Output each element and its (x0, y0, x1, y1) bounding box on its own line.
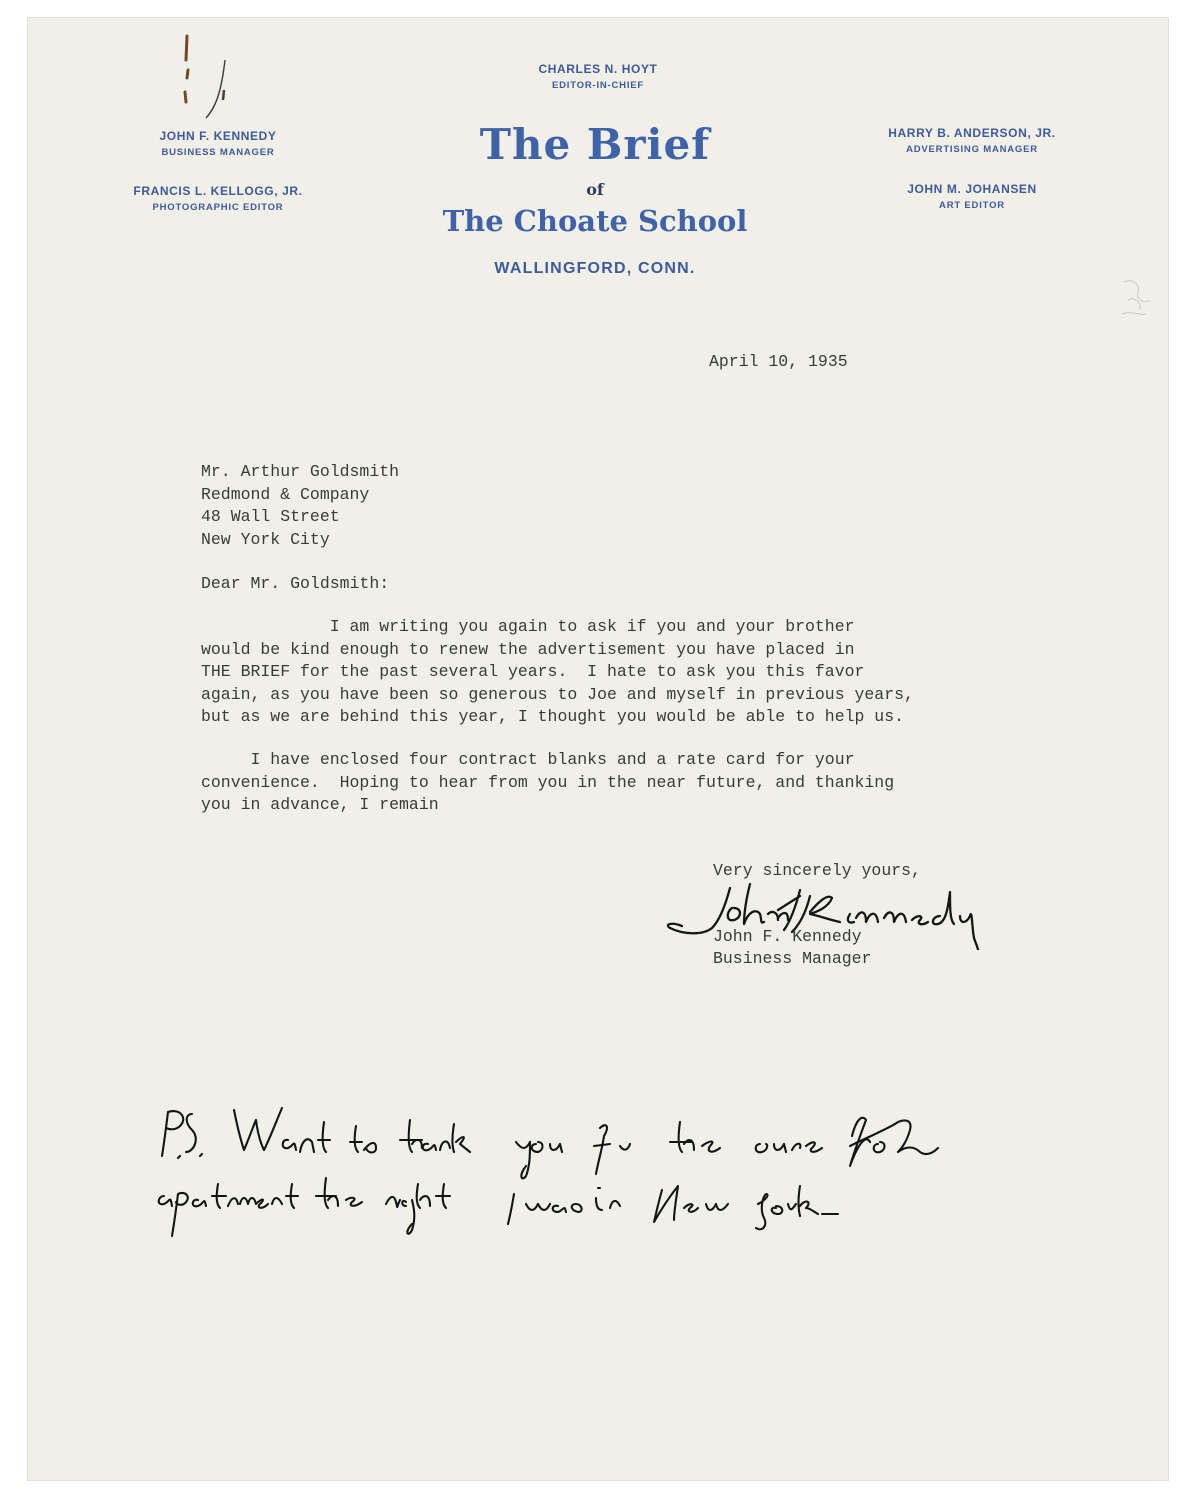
editor-name: CHARLES N. HOYT (538, 62, 658, 76)
editor-role: EDITOR-IN-CHIEF (551, 80, 645, 91)
paper-smudge-mark (1110, 270, 1160, 330)
signer-name: John F. Kennedy (713, 927, 862, 946)
staff-name: FRANCIS L. KELLOGG, JR. (133, 184, 303, 198)
body-line: you in advance, I remain (201, 795, 439, 814)
editor-block (478, 62, 718, 91)
publication-title: The Brief (479, 120, 711, 169)
letter-date: April 10, 1935 (709, 352, 848, 371)
body-line: convenience. Hoping to hear from you in the near future, and thanking (201, 772, 895, 792)
staff-role: BUSINESS MANAGER (161, 147, 275, 158)
school-city: WALLINGFORD, CONN. (494, 260, 696, 277)
address-line: 48 Wall Street (201, 507, 340, 526)
right-staff-1 (852, 126, 1092, 155)
handwritten-postscript (150, 1100, 950, 1260)
school-name: The Choate School (442, 204, 748, 238)
address-line: Mr. Arthur Goldsmith (201, 462, 400, 481)
salutation: Dear Mr. Goldsmith: (201, 574, 390, 593)
closing: Very sincerely yours, (713, 861, 921, 880)
left-staff-2 (98, 184, 338, 213)
staff-name: HARRY B. ANDERSON, JR. (888, 126, 1056, 140)
body-line: but as we are behind this year, I thought you would be able to help us. (201, 707, 905, 726)
ink-stain-mark (170, 30, 240, 120)
address-line: Redmond & Company (201, 484, 370, 504)
signer-title: Business Manager (713, 949, 872, 968)
staff-role: ART EDITOR (939, 200, 1005, 211)
body-line: would be kind enough to renew the advertisement you have placed in (201, 639, 855, 659)
body-line: I am writing you again to ask if you and your brother (201, 617, 855, 636)
left-staff-1 (98, 129, 338, 158)
title-of: of (586, 180, 604, 199)
right-staff-2 (852, 182, 1092, 211)
staff-name: JOHN M. JOHANSEN (907, 182, 1037, 196)
address-line: New York City (201, 529, 330, 549)
staff-name: JOHN F. KENNEDY (159, 129, 277, 143)
staff-role: PHOTOGRAPHIC EDITOR (152, 202, 284, 213)
body-line: I have enclosed four contract blanks and a rate card for your (201, 750, 855, 769)
staff-role: ADVERTISING MANAGER (906, 144, 1038, 155)
body-line: THE BRIEF for the past several years. I hate to ask you this favor (201, 662, 865, 681)
body-line: again, as you have been so generous to Joe and myself in previous years, (201, 684, 914, 704)
